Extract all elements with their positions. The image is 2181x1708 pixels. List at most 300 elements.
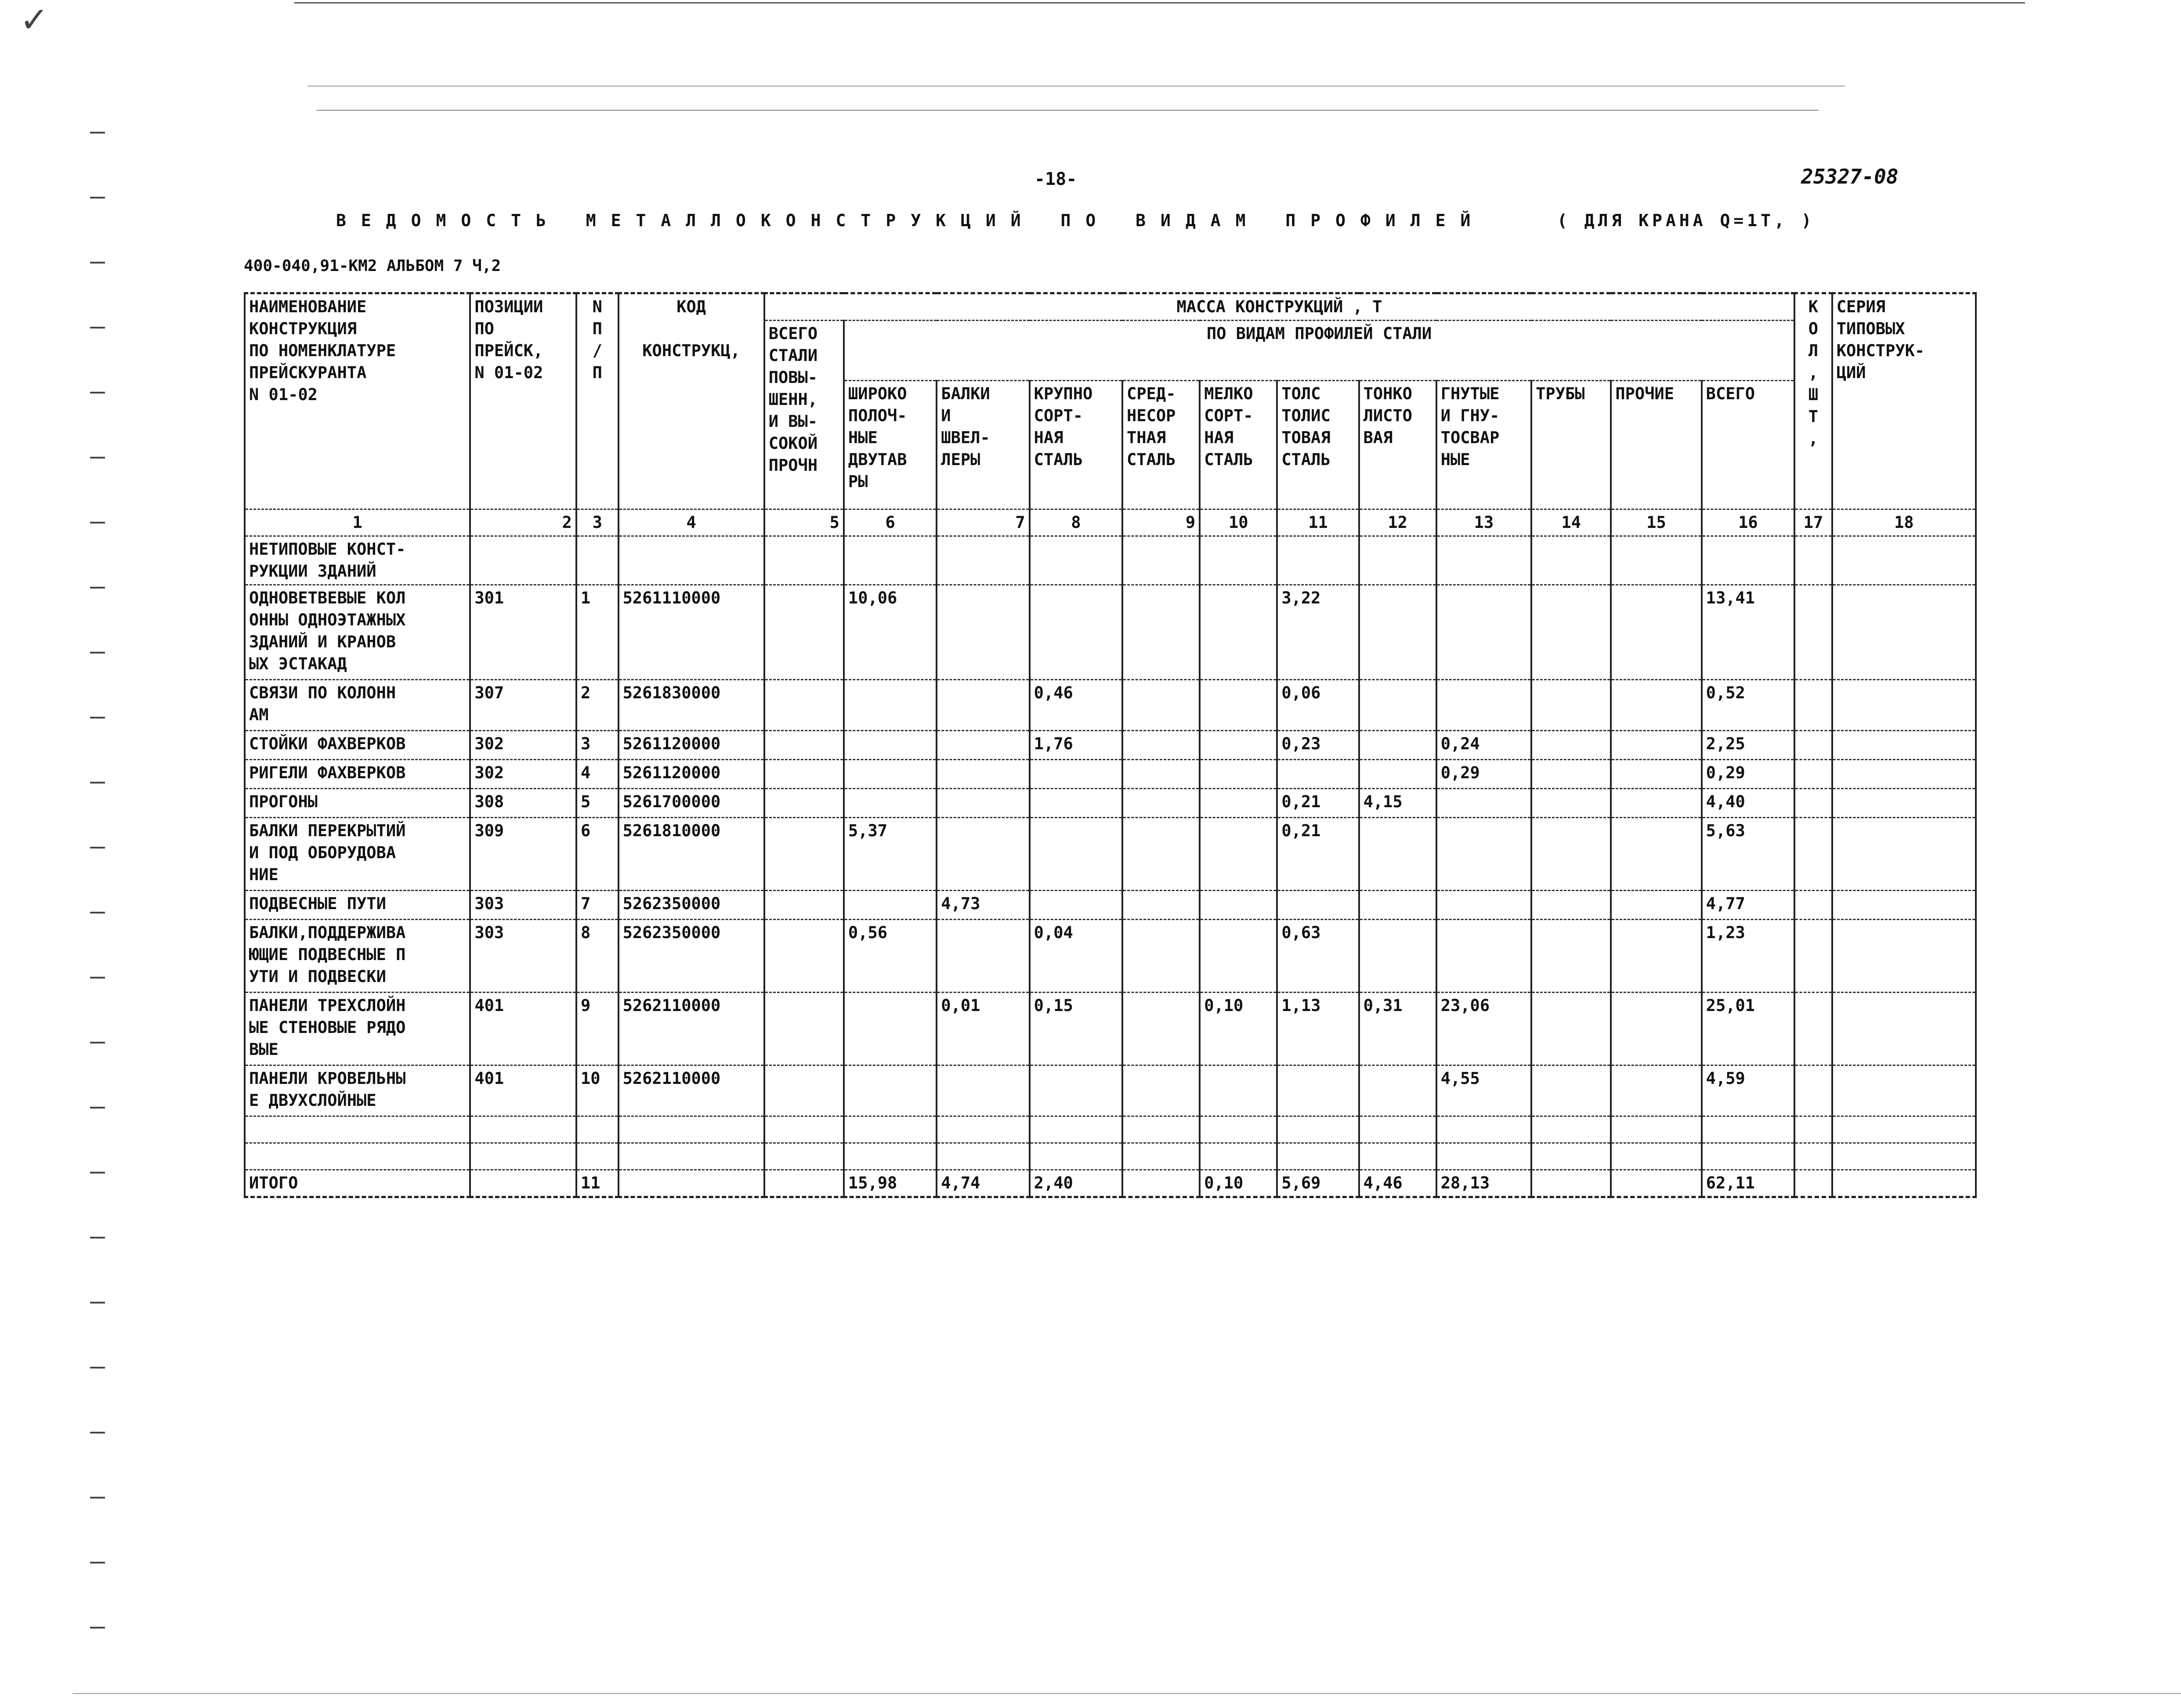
row-other xyxy=(1611,536,1701,585)
row-light-section xyxy=(1200,680,1277,731)
row-light-section xyxy=(1200,920,1277,993)
row-bent-profiles xyxy=(1436,891,1531,920)
row-light-section xyxy=(1200,585,1277,680)
row-code: 5262110000 xyxy=(618,1065,764,1116)
col-number: 17 xyxy=(1794,509,1832,536)
album-reference: 400-040,91-КМ2 АЛЬБОМ 7 Ч,2 xyxy=(244,257,501,275)
row-medium-section xyxy=(1122,760,1200,789)
row-quantity xyxy=(1794,818,1832,891)
margin-tick xyxy=(90,587,105,589)
table-row xyxy=(245,585,1976,680)
row-thick-plate xyxy=(1277,536,1359,585)
row-series xyxy=(1832,920,1976,993)
margin-tick xyxy=(90,782,105,784)
row-thin-sheet xyxy=(1359,920,1436,993)
col-number: 3 xyxy=(576,509,618,536)
header-thin-sheet: ТОНКО ЛИСТО ВАЯ xyxy=(1359,381,1436,509)
row-quantity xyxy=(1794,760,1832,789)
row-high-strength xyxy=(764,920,844,993)
row-pipes xyxy=(1531,585,1611,680)
row-other xyxy=(1611,680,1701,731)
row-beams-channels xyxy=(937,818,1029,891)
blank-row xyxy=(245,1116,1976,1143)
row-high-strength xyxy=(764,536,844,585)
row-pipes xyxy=(1531,891,1611,920)
row-heavy-section xyxy=(1030,536,1122,585)
row-bent-profiles: 0,24 xyxy=(1436,731,1531,760)
margin-tick xyxy=(90,522,105,524)
row-heavy-section: 0,04 xyxy=(1030,920,1122,993)
row-thick-plate: 3,22 xyxy=(1277,585,1359,680)
row-high-strength xyxy=(764,760,844,789)
row-other xyxy=(1611,760,1701,789)
row-quantity xyxy=(1794,1065,1832,1116)
row-wide-flange xyxy=(844,536,937,585)
row-other xyxy=(1611,891,1701,920)
margin-tick xyxy=(90,1237,105,1239)
margin-tick xyxy=(90,197,105,199)
row-high-strength xyxy=(764,818,844,891)
blank-row xyxy=(245,1143,1976,1170)
row-medium-section xyxy=(1122,993,1200,1065)
row-beams-channels: 4,73 xyxy=(937,891,1029,920)
row-pipes xyxy=(1531,1170,1611,1197)
row-total: 25,01 xyxy=(1702,993,1794,1065)
row-medium-section xyxy=(1122,818,1200,891)
row-code: 5262350000 xyxy=(618,891,764,920)
col-number: 13 xyxy=(1436,509,1531,536)
row-wide-flange xyxy=(844,1065,937,1116)
col-number: 16 xyxy=(1702,509,1794,536)
row-index: 9 xyxy=(576,993,618,1065)
row-medium-section xyxy=(1122,680,1200,731)
row-bent-profiles xyxy=(1436,536,1531,585)
header-medium-section: СРЕД- НЕСОР ТНАЯ СТАЛЬ xyxy=(1122,381,1200,509)
row-series xyxy=(1832,1170,1976,1197)
bottom-rule xyxy=(72,1693,2181,1694)
row-index: 1 xyxy=(576,585,618,680)
row-thick-plate: 0,21 xyxy=(1277,789,1359,818)
row-bent-profiles xyxy=(1436,920,1531,993)
row-beams-channels: 4,74 xyxy=(937,1170,1029,1197)
row-beams-channels xyxy=(937,1065,1029,1116)
row-index xyxy=(576,536,618,585)
row-wide-flange: 15,98 xyxy=(844,1170,937,1197)
header-other: ПРОЧИЕ xyxy=(1611,381,1701,509)
top-rule xyxy=(294,2,2025,4)
row-name: ПАНЕЛИ КРОВЕЛЬНЫ Е ДВУХСЛОЙНЫЕ xyxy=(245,1065,470,1116)
row-high-strength xyxy=(764,680,844,731)
row-position: 302 xyxy=(470,760,576,789)
row-other xyxy=(1611,585,1701,680)
row-index: 6 xyxy=(576,818,618,891)
col-number: 10 xyxy=(1200,509,1277,536)
row-name: СВЯЗИ ПО КОЛОНН АМ xyxy=(245,680,470,731)
row-wide-flange xyxy=(844,993,937,1065)
row-light-section: 0,10 xyxy=(1200,993,1277,1065)
col-number: 4 xyxy=(618,509,764,536)
row-index: 7 xyxy=(576,891,618,920)
row-position: 309 xyxy=(470,818,576,891)
top-rule-3 xyxy=(316,110,1819,111)
row-total: 1,23 xyxy=(1702,920,1794,993)
margin-tick xyxy=(90,132,105,134)
row-code: 5261700000 xyxy=(618,789,764,818)
row-heavy-section: 1,76 xyxy=(1030,731,1122,760)
row-wide-flange xyxy=(844,760,937,789)
row-position: 301 xyxy=(470,585,576,680)
row-light-section xyxy=(1200,536,1277,585)
col-number: 18 xyxy=(1832,509,1976,536)
row-other xyxy=(1611,818,1701,891)
header-index: N П / П xyxy=(576,293,618,509)
header-high-strength: ВСЕГО СТАЛИ ПОВЫ- ШЕНН, И ВЫ- СОКОЙ ПРОЧН xyxy=(764,321,844,509)
row-pipes xyxy=(1531,920,1611,993)
row-wide-flange: 10,06 xyxy=(844,585,937,680)
row-quantity xyxy=(1794,731,1832,760)
row-code xyxy=(618,1170,764,1197)
row-heavy-section xyxy=(1030,585,1122,680)
row-series xyxy=(1832,993,1976,1065)
row-thick-plate: 0,23 xyxy=(1277,731,1359,760)
row-series xyxy=(1832,891,1976,920)
row-total xyxy=(1702,536,1794,585)
row-total: 4,59 xyxy=(1702,1065,1794,1116)
margin-tick xyxy=(90,327,105,329)
row-heavy-section xyxy=(1030,891,1122,920)
row-pipes xyxy=(1531,731,1611,760)
row-thick-plate: 5,69 xyxy=(1277,1170,1359,1197)
table-row xyxy=(245,818,1976,891)
row-code: 5261120000 xyxy=(618,760,764,789)
header-total: ВСЕГО xyxy=(1702,381,1794,509)
row-bent-profiles: 28,13 xyxy=(1436,1170,1531,1197)
total-row xyxy=(245,1170,1976,1197)
header-row-1 xyxy=(245,293,1976,321)
row-light-section xyxy=(1200,789,1277,818)
header-quantity: К О Л , Ш Т , xyxy=(1794,293,1832,509)
row-code: 5261830000 xyxy=(618,680,764,731)
row-beams-channels xyxy=(937,760,1029,789)
row-pipes xyxy=(1531,993,1611,1065)
col-number: 8 xyxy=(1030,509,1122,536)
row-code: 5262350000 xyxy=(618,920,764,993)
page-title: ВЕДОМОСТЬ МЕТАЛЛОКОНСТРУКЦИЙ ПО ВИДАМ ПРОФИЛЕЙ xyxy=(336,211,1486,230)
row-code: 5262110000 xyxy=(618,993,764,1065)
row-thick-plate xyxy=(1277,1065,1359,1116)
row-thin-sheet: 0,31 xyxy=(1359,993,1436,1065)
row-light-section xyxy=(1200,1065,1277,1116)
row-position: 401 xyxy=(470,1065,576,1116)
row-bent-profiles xyxy=(1436,818,1531,891)
row-wide-flange xyxy=(844,891,937,920)
row-pipes xyxy=(1531,536,1611,585)
row-other xyxy=(1611,920,1701,993)
margin-tick xyxy=(90,1432,105,1434)
row-total: 0,29 xyxy=(1702,760,1794,789)
table-row xyxy=(245,891,1976,920)
header-pipes: ТРУБЫ xyxy=(1531,381,1611,509)
row-wide-flange: 5,37 xyxy=(844,818,937,891)
header-bent-profiles: ГНУТЫЕ И ГНУ- ТОСВАР НЫЕ xyxy=(1436,381,1531,509)
row-series xyxy=(1832,585,1976,680)
row-name: БАЛКИ,ПОДДЕРЖИВА ЮЩИЕ ПОДВЕСНЫЕ П УТИ И ПОДВЕСКИ xyxy=(245,920,470,993)
row-thick-plate xyxy=(1277,891,1359,920)
table-row xyxy=(245,760,1976,789)
row-thick-plate xyxy=(1277,760,1359,789)
col-number: 15 xyxy=(1611,509,1701,536)
row-high-strength xyxy=(764,993,844,1065)
row-name: РИГЕЛИ ФАХВЕРКОВ xyxy=(245,760,470,789)
row-quantity xyxy=(1794,536,1832,585)
row-series xyxy=(1832,536,1976,585)
row-other xyxy=(1611,1065,1701,1116)
row-position: 302 xyxy=(470,731,576,760)
row-light-section xyxy=(1200,760,1277,789)
margin-tick xyxy=(90,977,105,979)
row-light-section xyxy=(1200,818,1277,891)
margin-tick xyxy=(90,262,105,264)
row-thin-sheet xyxy=(1359,536,1436,585)
top-rule-2 xyxy=(307,86,1845,87)
col-number: 5 xyxy=(764,509,844,536)
margin-tick xyxy=(90,1497,105,1499)
row-wide-flange xyxy=(844,680,937,731)
row-quantity xyxy=(1794,993,1832,1065)
page-number: -18- xyxy=(1034,169,1077,189)
col-number: 11 xyxy=(1277,509,1359,536)
row-name: ПРОГОНЫ xyxy=(245,789,470,818)
row-total: 0,52 xyxy=(1702,680,1794,731)
row-medium-section xyxy=(1122,731,1200,760)
row-code: 5261120000 xyxy=(618,731,764,760)
header-position: ПОЗИЦИИ ПО ПРЕЙСК, N 01-02 xyxy=(470,293,576,509)
margin-tick xyxy=(90,1627,105,1629)
row-pipes xyxy=(1531,818,1611,891)
row-code: 5261810000 xyxy=(618,818,764,891)
row-thin-sheet xyxy=(1359,818,1436,891)
header-light-section: МЕЛКО СОРТ- НАЯ СТАЛЬ xyxy=(1200,381,1277,509)
row-beams-channels xyxy=(937,731,1029,760)
row-name: НЕТИПОВЫЕ КОНСТ- РУКЦИИ ЗДАНИЙ xyxy=(245,536,470,585)
col-number: 7 xyxy=(937,509,1029,536)
row-beams-channels xyxy=(937,920,1029,993)
margin-tick xyxy=(90,912,105,914)
row-code: 5261110000 xyxy=(618,585,764,680)
row-position: 307 xyxy=(470,680,576,731)
row-high-strength xyxy=(764,789,844,818)
row-position: 308 xyxy=(470,789,576,818)
row-name: СТОЙКИ ФАХВЕРКОВ xyxy=(245,731,470,760)
row-heavy-section xyxy=(1030,760,1122,789)
row-bent-profiles xyxy=(1436,585,1531,680)
header-wide-flange: ШИРОКО ПОЛОЧ- НЫЕ ДВУТАВ РЫ xyxy=(844,381,937,509)
row-thick-plate: 0,21 xyxy=(1277,818,1359,891)
margin-tick xyxy=(90,457,105,459)
row-heavy-section xyxy=(1030,789,1122,818)
row-name: БАЛКИ ПЕРЕКРЫТИЙ И ПОД ОБОРУДОВА НИЕ xyxy=(245,818,470,891)
row-bent-profiles: 4,55 xyxy=(1436,1065,1531,1116)
row-quantity xyxy=(1794,920,1832,993)
row-index: 10 xyxy=(576,1065,618,1116)
margin-tick xyxy=(90,1172,105,1174)
row-position: 303 xyxy=(470,891,576,920)
row-medium-section xyxy=(1122,789,1200,818)
header-mass-group: МАССА КОНСТРУКЦИЙ , Т xyxy=(764,293,1794,321)
row-thick-plate: 0,06 xyxy=(1277,680,1359,731)
row-thin-sheet xyxy=(1359,760,1436,789)
row-wide-flange: 0,56 xyxy=(844,920,937,993)
margin-tick xyxy=(90,1367,105,1369)
row-thin-sheet: 4,46 xyxy=(1359,1170,1436,1197)
table-row xyxy=(245,731,1976,760)
page-title-tail: ( ДЛЯ КРАНА Q=1Т, ) xyxy=(1557,211,1815,230)
row-thin-sheet xyxy=(1359,680,1436,731)
table-row xyxy=(245,993,1976,1065)
col-number: 14 xyxy=(1531,509,1611,536)
row-quantity xyxy=(1794,789,1832,818)
row-other xyxy=(1611,1170,1701,1197)
table-row xyxy=(245,536,1976,585)
row-series xyxy=(1832,731,1976,760)
checkmark-icon: ✓ xyxy=(22,0,46,42)
col-number: 6 xyxy=(844,509,937,536)
column-number-row xyxy=(245,509,1976,536)
margin-tick xyxy=(90,1562,105,1564)
row-thin-sheet: 4,15 xyxy=(1359,789,1436,818)
row-index: 4 xyxy=(576,760,618,789)
row-name: ИТОГО xyxy=(245,1170,470,1197)
row-series xyxy=(1832,760,1976,789)
row-index: 5 xyxy=(576,789,618,818)
row-position xyxy=(470,1170,576,1197)
margin-tick xyxy=(90,717,105,719)
row-index: 11 xyxy=(576,1170,618,1197)
row-thin-sheet xyxy=(1359,1065,1436,1116)
header-thick-plate: ТОЛС ТОЛИС ТОВАЯ СТАЛЬ xyxy=(1277,381,1359,509)
col-number: 9 xyxy=(1122,509,1200,536)
row-wide-flange xyxy=(844,731,937,760)
row-light-section xyxy=(1200,731,1277,760)
row-position: 303 xyxy=(470,920,576,993)
row-medium-section xyxy=(1122,536,1200,585)
row-bent-profiles xyxy=(1436,789,1531,818)
row-pipes xyxy=(1531,789,1611,818)
row-index: 3 xyxy=(576,731,618,760)
row-bent-profiles xyxy=(1436,680,1531,731)
header-name: НАИМЕНОВАНИЕ КОНСТРУКЦИЯ ПО НОМЕНКЛАТУРЕ ПРЕЙСКУРАНТА N 01-02 xyxy=(245,293,470,509)
row-medium-section xyxy=(1122,1065,1200,1116)
row-light-section: 0,10 xyxy=(1200,1170,1277,1197)
margin-tick xyxy=(90,847,105,849)
margin-tick xyxy=(90,1042,105,1044)
row-pipes xyxy=(1531,680,1611,731)
margin-tick xyxy=(90,1107,105,1109)
row-medium-section xyxy=(1122,891,1200,920)
row-heavy-section xyxy=(1030,818,1122,891)
document-number: 25327-08 xyxy=(1801,165,1899,188)
row-thick-plate: 1,13 xyxy=(1277,993,1359,1065)
margin-tick xyxy=(90,1302,105,1304)
row-total: 4,40 xyxy=(1702,789,1794,818)
row-thin-sheet xyxy=(1359,731,1436,760)
row-wide-flange xyxy=(844,789,937,818)
table-row xyxy=(245,1065,1976,1116)
row-high-strength xyxy=(764,731,844,760)
row-pipes xyxy=(1531,1065,1611,1116)
row-heavy-section: 0,46 xyxy=(1030,680,1122,731)
header-profile-group: ПО ВИДАМ ПРОФИЛЕЙ СТАЛИ xyxy=(844,321,1794,381)
row-quantity xyxy=(1794,585,1832,680)
row-bent-profiles: 0,29 xyxy=(1436,760,1531,789)
row-beams-channels xyxy=(937,789,1029,818)
row-series xyxy=(1832,1065,1976,1116)
row-total: 2,25 xyxy=(1702,731,1794,760)
row-high-strength xyxy=(764,891,844,920)
row-medium-section xyxy=(1122,920,1200,993)
margin-tick xyxy=(90,392,105,394)
row-heavy-section xyxy=(1030,1065,1122,1116)
row-medium-section xyxy=(1122,1170,1200,1197)
header-code: КОД КОНСТРУКЦ, xyxy=(618,293,764,509)
row-index: 8 xyxy=(576,920,618,993)
row-position: 401 xyxy=(470,993,576,1065)
row-total: 5,63 xyxy=(1702,818,1794,891)
row-high-strength xyxy=(764,1170,844,1197)
row-beams-channels: 0,01 xyxy=(937,993,1029,1065)
row-position xyxy=(470,536,576,585)
margin-tick xyxy=(90,652,105,654)
row-thin-sheet xyxy=(1359,891,1436,920)
row-series xyxy=(1832,818,1976,891)
row-bent-profiles: 23,06 xyxy=(1436,993,1531,1065)
row-other xyxy=(1611,731,1701,760)
row-pipes xyxy=(1531,760,1611,789)
row-code xyxy=(618,536,764,585)
row-other xyxy=(1611,993,1701,1065)
row-quantity xyxy=(1794,891,1832,920)
row-medium-section xyxy=(1122,585,1200,680)
row-thick-plate: 0,63 xyxy=(1277,920,1359,993)
row-total: 13,41 xyxy=(1702,585,1794,680)
row-name: ОДНОВЕТВЕВЫЕ КОЛ ОННЫ ОДНОЭТАЖНЫХ ЗДАНИЙ И КРАНОВ ЫХ ЭСТАКАД xyxy=(245,585,470,680)
table-row xyxy=(245,680,1976,731)
header-beams-channels: БАЛКИ И ШВЕЛ- ЛЕРЫ xyxy=(937,381,1029,509)
row-quantity xyxy=(1794,680,1832,731)
row-other xyxy=(1611,789,1701,818)
row-high-strength xyxy=(764,1065,844,1116)
row-heavy-section: 0,15 xyxy=(1030,993,1122,1065)
col-number: 12 xyxy=(1359,509,1436,536)
row-high-strength xyxy=(764,585,844,680)
col-number: 2 xyxy=(470,509,576,536)
col-number: 1 xyxy=(245,509,470,536)
row-beams-channels xyxy=(937,536,1029,585)
row-name: ПОДВЕСНЫЕ ПУТИ xyxy=(245,891,470,920)
table-row xyxy=(245,789,1976,818)
row-thin-sheet xyxy=(1359,585,1436,680)
row-beams-channels xyxy=(937,680,1029,731)
row-series xyxy=(1832,680,1976,731)
row-name: ПАНЕЛИ ТРЕХСЛОЙН ЫЕ СТЕНОВЫЕ РЯДО ВЫЕ xyxy=(245,993,470,1065)
row-total: 62,11 xyxy=(1702,1170,1794,1197)
row-series xyxy=(1832,789,1976,818)
row-beams-channels xyxy=(937,585,1029,680)
row-total: 4,77 xyxy=(1702,891,1794,920)
header-heavy-section: КРУПНО СОРТ- НАЯ СТАЛЬ xyxy=(1030,381,1122,509)
metal-structures-table xyxy=(244,292,1977,1198)
row-quantity xyxy=(1794,1170,1832,1197)
